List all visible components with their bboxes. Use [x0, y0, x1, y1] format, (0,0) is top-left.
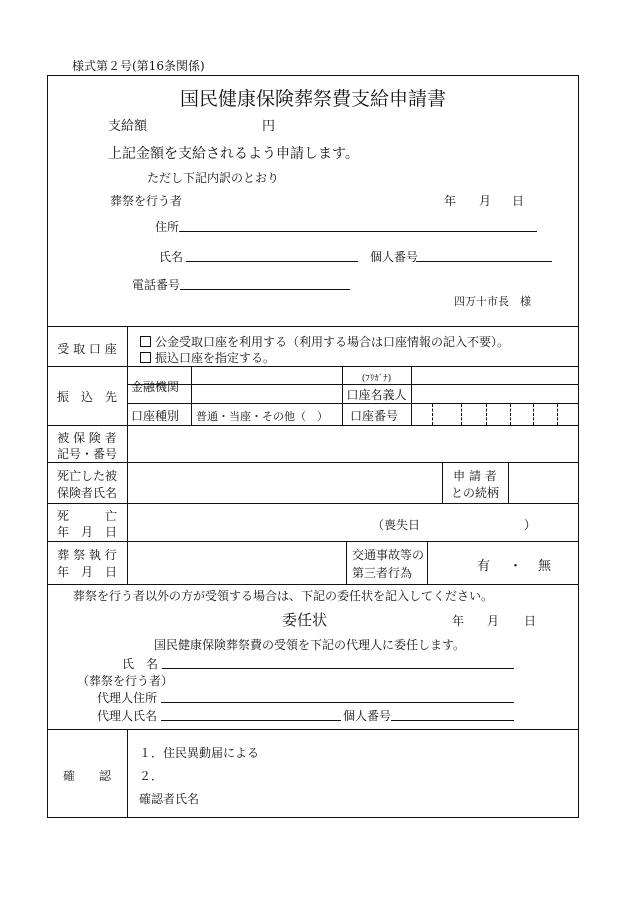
agent-personal-number-field[interactable] — [391, 720, 514, 721]
delegation-title: 委任状 — [282, 611, 328, 629]
transfer-account-option[interactable] — [140, 349, 275, 366]
death-date-label-1: 死 亡 — [56, 509, 117, 523]
delegator-name-label: 氏 名 — [122, 657, 159, 671]
insured-label-2: 記号・番号 — [56, 447, 117, 461]
date-year: 年 — [444, 194, 457, 208]
furigana-label: (ﾌﾘｶﾞﾅ) — [361, 374, 392, 384]
delegation-text: 国民健康保険葬祭費の受領を下記の代理人に委任します。 — [154, 638, 466, 652]
account-number-label: 口座番号 — [350, 409, 399, 423]
funeral-date-label-2: 年 月 日 — [56, 565, 117, 579]
receiving-account-label: 受 取 口 座 — [57, 342, 117, 356]
relation-label-2: との続柄 — [450, 486, 499, 500]
request-text: 上記金額を支給されるよう申請します。 — [108, 146, 359, 162]
account-type-options[interactable]: 普通・当座・その他（ ） — [196, 410, 328, 423]
address-field[interactable] — [179, 231, 537, 232]
confirmer-name-label: 確認者氏名 — [139, 792, 200, 806]
date-month: 月 — [479, 194, 492, 208]
proxy-note: 葬祭を行う者以外の方が受領する場合は、下記の委任状を記入してください。 — [73, 589, 494, 603]
third-party-separator: ・ — [509, 559, 523, 574]
amount-unit: 円 — [262, 119, 276, 134]
name-label: 氏名 — [159, 250, 184, 264]
loss-date-label: （喪失日 — [372, 518, 421, 532]
addressee: 四万十市長 様 — [454, 295, 531, 308]
personal-number-field[interactable] — [416, 261, 552, 262]
account-type-label: 口座種別 — [131, 409, 180, 423]
applicant-label: 葬祭を行う者 — [110, 194, 183, 208]
confirmation-item-1: １．住民異動届による — [139, 746, 260, 760]
delegator-name-field[interactable] — [162, 668, 514, 669]
transfer-account-text: 振込口座を指定する。 — [155, 351, 276, 365]
insured-label-1: 被 保 険 者 — [57, 431, 117, 445]
form-title: 国民健康保険葬祭費支給申請書 — [179, 88, 446, 110]
amount-label: 支給額 — [108, 119, 148, 134]
public-account-checkbox[interactable] — [140, 336, 151, 347]
delegator-subject: （葬祭を行う者） — [77, 674, 174, 688]
death-date-label-2: 年 月 日 — [56, 525, 117, 539]
personal-number-label: 個人番号 — [370, 250, 419, 264]
third-party-yes[interactable]: 有 — [477, 559, 491, 574]
date-day: 日 — [512, 194, 525, 208]
delegation-year: 年 — [452, 614, 465, 628]
third-party-no[interactable]: 無 — [538, 559, 552, 574]
confirmation-label: 確 認 — [62, 769, 111, 783]
delegation-month: 月 — [487, 614, 500, 628]
bank-label: 金融機関 — [131, 380, 180, 394]
third-party-label-1: 交通事故等の — [352, 548, 425, 562]
transfer-label: 振 込 先 — [56, 390, 117, 404]
breakdown-note: ただし下記内訳のとおり — [147, 171, 280, 185]
agent-name-field[interactable] — [161, 720, 341, 721]
address-label: 住所 — [155, 220, 180, 234]
relation-label-1: 申 請 者 — [453, 469, 497, 483]
public-account-text: 公金受取口座を利用する（利用する場合は口座情報の記入不要）。 — [155, 335, 510, 349]
form-number: 様式第２号(第16条関係) — [72, 59, 205, 73]
third-party-label-2: 第三者行為 — [352, 566, 413, 580]
deceased-label-1: 死亡した被 — [56, 469, 117, 483]
agent-address-field[interactable] — [161, 702, 514, 703]
name-field[interactable] — [186, 261, 358, 262]
agent-personal-number-label: 個人番号 — [343, 709, 392, 723]
agent-name-label: 代理人氏名 — [97, 709, 158, 723]
account-holder-label: 口座名義人 — [346, 388, 407, 402]
agent-address-label: 代理人住所 — [97, 691, 158, 705]
deceased-label-2: 保険者氏名 — [56, 486, 117, 500]
confirmation-item-2: ２． — [139, 769, 164, 783]
phone-label: 電話番号 — [132, 278, 181, 292]
delegation-day: 日 — [524, 614, 537, 628]
public-account-option[interactable] — [140, 333, 509, 350]
phone-field[interactable] — [180, 289, 350, 290]
loss-date-close: ） — [524, 518, 537, 532]
funeral-date-label-1: 葬 祭 執 行 — [57, 548, 117, 562]
transfer-account-checkbox[interactable] — [140, 352, 151, 363]
